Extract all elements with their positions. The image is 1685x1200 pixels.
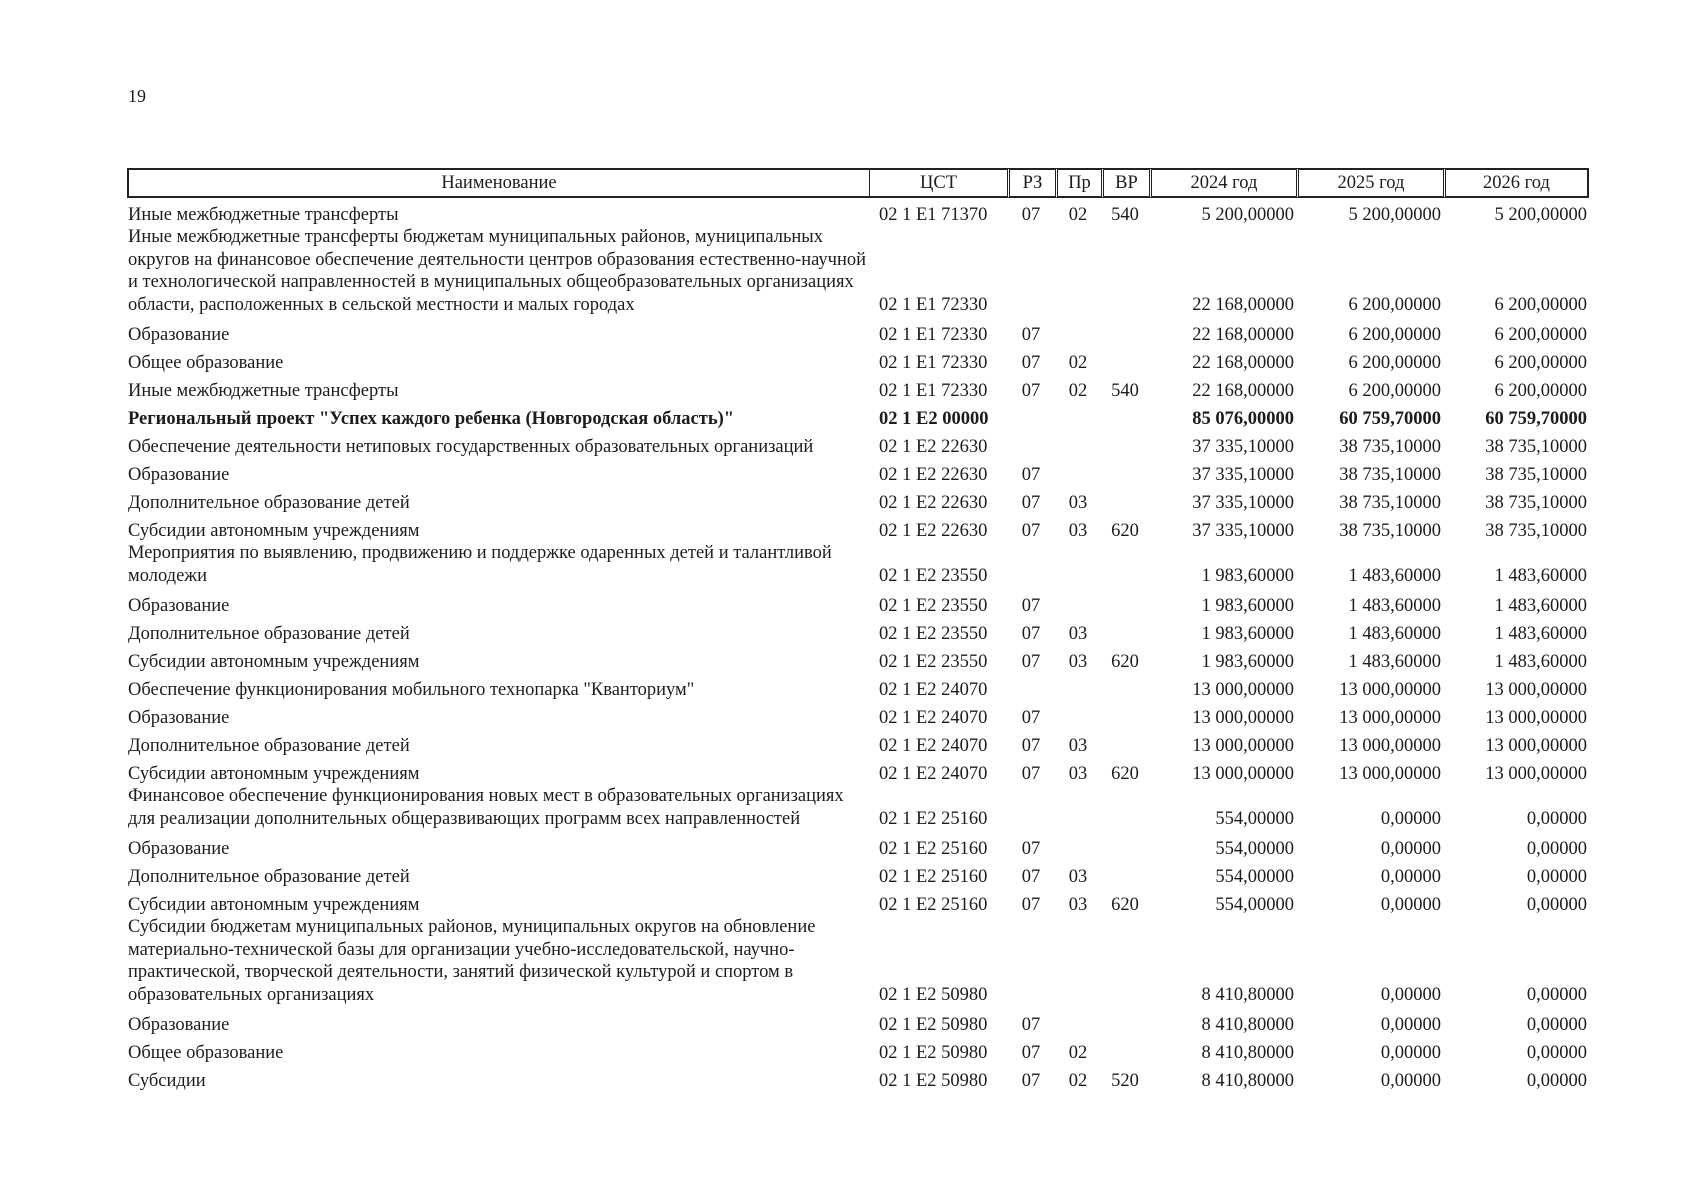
row-vr-cell [1101,226,1149,318]
row-2024-cell: 13 000,00000 [1192,763,1294,784]
row-2026-cell: 0,00000 [1526,894,1587,915]
row-vr-cell [1101,1008,1149,1036]
row-pr-cell: 03 [1068,866,1088,887]
row-2026-cell: 1 483,60000 [1494,595,1587,616]
row-name-cell: Образование [128,324,230,345]
table-row [127,346,1589,374]
row-vr-cell [1101,701,1149,729]
row-pr-cell [1055,318,1101,346]
row-pr-cell: 02 [1068,1070,1088,1091]
row-2026-cell: 13 000,00000 [1485,679,1587,700]
row-name-cell: Дополнительное образование детей [128,866,410,887]
row-pr-cell [1055,1008,1101,1036]
row-2024-cell: 37 335,10000 [1192,464,1294,485]
row-2024-cell: 554,00000 [1215,866,1294,887]
row-cst-cell: 02 1 E2 00000 [879,408,989,429]
row-2025-cell: 0,00000 [1380,866,1441,887]
row-2025-cell: 0,00000 [1380,984,1441,1005]
row-pr-cell [1055,701,1101,729]
row-name-cell: Субсидии автономным учреждениям [128,520,420,541]
header-cst: ЦСТ [869,168,1007,198]
row-2024-cell: 85 076,00000 [1192,408,1294,429]
row-2026-cell: 13 000,00000 [1485,707,1587,728]
row-rz-cell: 07 [1021,1070,1041,1091]
row-name-cell: Дополнительное образование детей [128,735,410,756]
row-name-cell: Региональный проект "Успех каждого ребенка (Новгородская область)" [128,408,735,429]
row-2024-cell: 554,00000 [1215,838,1294,859]
row-cst-cell: 02 1 E1 72330 [879,352,988,373]
table-row [127,617,1589,645]
row-name-cell: Дополнительное образование детей [128,492,410,513]
row-pr-cell [1055,430,1101,458]
header-2025: 2025 год [1296,168,1443,198]
table-row [127,198,1589,226]
table-header-row [127,168,1589,198]
row-2025-cell: 6 200,00000 [1348,352,1441,373]
row-name-cell: Субсидии бюджетам муниципальных районов, муниципальных округов на обновление материально-технической базы для организации учебно-исследовательской, научно-практической, творческой деятельности, занятий физической культурой и спортом в образовательных организациях [128,917,816,1005]
row-rz-cell [1007,226,1055,318]
row-rz-cell: 07 [1021,520,1041,541]
row-2024-cell: 554,00000 [1215,894,1294,915]
row-2025-cell: 1 483,60000 [1348,623,1441,644]
row-cst-cell: 02 1 E2 50980 [879,1014,988,1035]
row-vr-cell: 620 [1111,763,1139,784]
row-2026-cell: 38 735,10000 [1485,436,1587,457]
row-name-cell: Дополнительное образование детей [128,623,410,644]
row-name-cell: Мероприятия по выявлению, продвижению и поддержке одаренных детей и талантливой молодежи [128,543,832,586]
row-rz-cell: 07 [1021,707,1041,728]
row-2025-cell: 38 735,10000 [1339,520,1441,541]
table-row [127,1036,1589,1064]
row-cst-cell: 02 1 E2 23550 [879,651,988,672]
row-vr-cell: 620 [1111,651,1139,672]
table-row [127,318,1589,346]
header-vr: ВР [1101,168,1149,198]
row-2025-cell: 13 000,00000 [1339,763,1441,784]
row-rz-cell [1007,430,1055,458]
table-row [127,430,1589,458]
row-pr-cell: 02 [1068,380,1088,401]
row-name-cell: Общее образование [128,352,284,373]
table-row [127,514,1589,542]
row-cst-cell: 02 1 E2 24070 [879,707,988,728]
row-cst-cell: 02 1 E2 23550 [879,623,988,644]
row-2024-cell: 37 335,10000 [1192,492,1294,513]
row-pr-cell [1055,785,1101,832]
row-rz-cell: 07 [1021,352,1041,373]
row-pr-cell: 03 [1068,651,1088,672]
table-row [127,757,1589,785]
row-name-cell: Обеспечение функционирования мобильного технопарка "Кванториум" [128,679,695,700]
row-name-cell: Образование [128,838,230,859]
row-2025-cell: 1 483,60000 [1348,565,1441,586]
table-row [127,226,1589,318]
row-2025-cell: 0,00000 [1380,1042,1441,1063]
row-vr-cell: 620 [1111,520,1139,541]
row-pr-cell [1055,673,1101,701]
table-row [127,458,1589,486]
row-2026-cell: 1 483,60000 [1494,565,1587,586]
row-vr-cell [1101,617,1149,645]
row-2024-cell: 554,00000 [1215,808,1294,829]
table-row [127,673,1589,701]
row-pr-cell: 02 [1068,352,1088,373]
row-rz-cell [1007,542,1055,589]
row-2025-cell: 6 200,00000 [1348,380,1441,401]
table-row [127,832,1589,860]
row-cst-cell: 02 1 E2 24070 [879,735,988,756]
table-row [127,729,1589,757]
row-2025-cell: 13 000,00000 [1339,735,1441,756]
row-rz-cell: 07 [1021,204,1041,225]
row-cst-cell: 02 1 E2 25160 [879,808,988,829]
table-row [127,486,1589,514]
row-2026-cell: 6 200,00000 [1494,324,1587,345]
row-vr-cell [1101,346,1149,374]
row-2025-cell: 0,00000 [1380,1014,1441,1035]
row-rz-cell: 07 [1021,595,1041,616]
row-vr-cell: 520 [1111,1070,1139,1091]
row-2026-cell: 38 735,10000 [1485,492,1587,513]
row-cst-cell: 02 1 E2 22630 [879,436,988,457]
row-pr-cell: 03 [1068,763,1088,784]
row-vr-cell [1101,832,1149,860]
row-2026-cell: 0,00000 [1526,808,1587,829]
row-2025-cell: 6 200,00000 [1348,294,1441,315]
row-2026-cell: 13 000,00000 [1485,735,1587,756]
row-pr-cell: 03 [1068,894,1088,915]
table-row [127,785,1589,832]
row-2025-cell: 13 000,00000 [1339,707,1441,728]
row-2024-cell: 22 168,00000 [1192,294,1294,315]
row-pr-cell [1055,226,1101,318]
row-cst-cell: 02 1 E2 25160 [879,838,988,859]
row-pr-cell: 03 [1068,623,1088,644]
row-rz-cell: 07 [1021,1042,1041,1063]
row-vr-cell [1101,430,1149,458]
row-2026-cell: 5 200,00000 [1494,204,1587,225]
row-cst-cell: 02 1 E2 23550 [879,565,988,586]
row-2024-cell: 37 335,10000 [1192,436,1294,457]
row-2024-cell: 13 000,00000 [1192,735,1294,756]
row-2026-cell: 0,00000 [1526,984,1587,1005]
row-pr-cell: 02 [1068,204,1088,225]
table-row [127,888,1589,916]
row-cst-cell: 02 1 E2 24070 [879,763,988,784]
row-rz-cell [1007,916,1055,1008]
row-2024-cell: 13 000,00000 [1192,707,1294,728]
row-2024-cell: 22 168,00000 [1192,352,1294,373]
row-2025-cell: 0,00000 [1380,838,1441,859]
row-name-cell: Субсидии автономным учреждениям [128,894,420,915]
row-2025-cell: 1 483,60000 [1348,595,1441,616]
row-2024-cell: 37 335,10000 [1192,520,1294,541]
row-2024-cell: 1 983,60000 [1201,565,1294,586]
row-rz-cell: 07 [1021,894,1041,915]
row-vr-cell [1101,785,1149,832]
row-2025-cell: 0,00000 [1380,894,1441,915]
row-name-cell: Общее образование [128,1042,284,1063]
row-rz-cell: 07 [1021,380,1041,401]
row-pr-cell [1055,832,1101,860]
row-2026-cell: 0,00000 [1526,1070,1587,1091]
row-2026-cell: 0,00000 [1526,838,1587,859]
row-2026-cell: 6 200,00000 [1494,294,1587,315]
row-pr-cell: 03 [1068,735,1088,756]
row-vr-cell: 620 [1111,894,1139,915]
row-name-cell: Образование [128,1014,230,1035]
row-2025-cell: 38 735,10000 [1339,436,1441,457]
row-name-cell: Субсидии автономным учреждениям [128,651,420,672]
row-name-cell: Иные межбюджетные трансферты [128,204,399,225]
row-2026-cell: 38 735,10000 [1485,464,1587,485]
row-rz-cell: 07 [1021,492,1041,513]
row-name-cell: Субсидии автономным учреждениям [128,763,420,784]
row-name-cell: Образование [128,595,230,616]
page-number: 19 [128,86,146,106]
row-vr-cell [1101,458,1149,486]
row-rz-cell: 07 [1021,623,1041,644]
row-2024-cell: 13 000,00000 [1192,679,1294,700]
table-row [127,542,1589,589]
row-2024-cell: 8 410,80000 [1201,984,1294,1005]
row-vr-cell [1101,542,1149,589]
row-name-cell: Субсидии [128,1070,206,1091]
row-2025-cell: 38 735,10000 [1339,492,1441,513]
row-cst-cell: 02 1 E1 71370 [879,204,988,225]
row-cst-cell: 02 1 E1 72330 [879,324,988,345]
budget-table [127,168,1589,1092]
row-vr-cell: 540 [1111,380,1139,401]
row-2025-cell: 38 735,10000 [1339,464,1441,485]
row-2026-cell: 0,00000 [1526,1042,1587,1063]
row-pr-cell [1055,402,1101,430]
row-2026-cell: 0,00000 [1526,866,1587,887]
row-2026-cell: 13 000,00000 [1485,763,1587,784]
row-2026-cell: 6 200,00000 [1494,352,1587,373]
row-cst-cell: 02 1 E2 25160 [879,894,988,915]
row-2024-cell: 1 983,60000 [1201,595,1294,616]
row-cst-cell: 02 1 E2 50980 [879,984,988,1005]
row-rz-cell: 07 [1021,1014,1041,1035]
row-vr-cell [1101,1036,1149,1064]
row-cst-cell: 02 1 E2 22630 [879,492,988,513]
row-2024-cell: 1 983,60000 [1201,623,1294,644]
row-2025-cell: 60 759,70000 [1339,408,1441,429]
row-2025-cell: 5 200,00000 [1348,204,1441,225]
row-2026-cell: 6 200,00000 [1494,380,1587,401]
row-cst-cell: 02 1 E2 50980 [879,1070,988,1091]
row-cst-cell: 02 1 E1 72330 [879,294,988,315]
row-2026-cell: 0,00000 [1526,1014,1587,1035]
row-2024-cell: 8 410,80000 [1201,1042,1294,1063]
row-name-cell: Образование [128,464,230,485]
row-vr-cell [1101,729,1149,757]
row-vr-cell [1101,673,1149,701]
row-cst-cell: 02 1 E2 22630 [879,520,988,541]
row-pr-cell: 02 [1068,1042,1088,1063]
row-rz-cell: 07 [1021,651,1041,672]
table-row [127,916,1589,1008]
row-rz-cell: 07 [1021,324,1041,345]
row-vr-cell: 540 [1111,204,1139,225]
row-vr-cell [1101,916,1149,1008]
row-2026-cell: 60 759,70000 [1485,408,1587,429]
row-cst-cell: 02 1 E2 24070 [879,679,988,700]
row-vr-cell [1101,402,1149,430]
row-2024-cell: 1 983,60000 [1201,651,1294,672]
row-rz-cell: 07 [1021,735,1041,756]
table-row [127,374,1589,402]
row-rz-cell: 07 [1021,763,1041,784]
row-cst-cell: 02 1 E1 72330 [879,380,988,401]
row-rz-cell [1007,402,1055,430]
row-vr-cell [1101,860,1149,888]
row-name-cell: Иные межбюджетные трансферты бюджетам муниципальных районов, муниципальных округов на финансовое обеспечение деятельности центров образования естественно-научной и технологической направленностей в муниципальных общеобразовательных организациях области, расположенных в сельской местности и малых городах [128,227,867,315]
row-2026-cell: 1 483,60000 [1494,651,1587,672]
table-row [127,402,1589,430]
row-pr-cell: 03 [1068,520,1088,541]
row-2024-cell: 8 410,80000 [1201,1014,1294,1035]
table-row [127,860,1589,888]
row-2025-cell: 13 000,00000 [1339,679,1441,700]
row-2025-cell: 1 483,60000 [1348,651,1441,672]
row-pr-cell [1055,916,1101,1008]
header-pr: Пр [1055,168,1101,198]
row-cst-cell: 02 1 E2 23550 [879,595,988,616]
row-2026-cell: 1 483,60000 [1494,623,1587,644]
table-row [127,1008,1589,1036]
header-rz: РЗ [1007,168,1055,198]
row-2024-cell: 8 410,80000 [1201,1070,1294,1091]
row-name-cell: Обеспечение деятельности нетиповых государственных образовательных организаций [128,436,814,457]
table-row [127,589,1589,617]
row-rz-cell [1007,785,1055,832]
row-2026-cell: 38 735,10000 [1485,520,1587,541]
row-pr-cell: 03 [1068,492,1088,513]
row-pr-cell [1055,458,1101,486]
row-cst-cell: 02 1 E2 50980 [879,1042,988,1063]
row-2024-cell: 22 168,00000 [1192,380,1294,401]
header-2024: 2024 год [1149,168,1296,198]
row-rz-cell: 07 [1021,464,1041,485]
row-cst-cell: 02 1 E2 22630 [879,464,988,485]
row-vr-cell [1101,486,1149,514]
table-row [127,645,1589,673]
row-2024-cell: 22 168,00000 [1192,324,1294,345]
row-rz-cell: 07 [1021,866,1041,887]
table-row [127,1064,1589,1092]
row-2024-cell: 5 200,00000 [1201,204,1294,225]
row-vr-cell [1101,589,1149,617]
header-2026: 2026 год [1443,168,1589,198]
row-2025-cell: 6 200,00000 [1348,324,1441,345]
row-vr-cell [1101,318,1149,346]
row-name-cell: Финансовое обеспечение функционирования новых мест в образовательных организациях для реализации дополнительных общеразвивающих программ всех направленностей [128,786,844,829]
row-2025-cell: 0,00000 [1380,1070,1441,1091]
header-name: Наименование [127,168,869,198]
row-rz-cell [1007,673,1055,701]
row-name-cell: Образование [128,707,230,728]
row-pr-cell [1055,542,1101,589]
row-name-cell: Иные межбюджетные трансферты [128,380,399,401]
row-cst-cell: 02 1 E2 25160 [879,866,988,887]
row-rz-cell: 07 [1021,838,1041,859]
table-row [127,701,1589,729]
row-pr-cell [1055,589,1101,617]
row-2025-cell: 0,00000 [1380,808,1441,829]
